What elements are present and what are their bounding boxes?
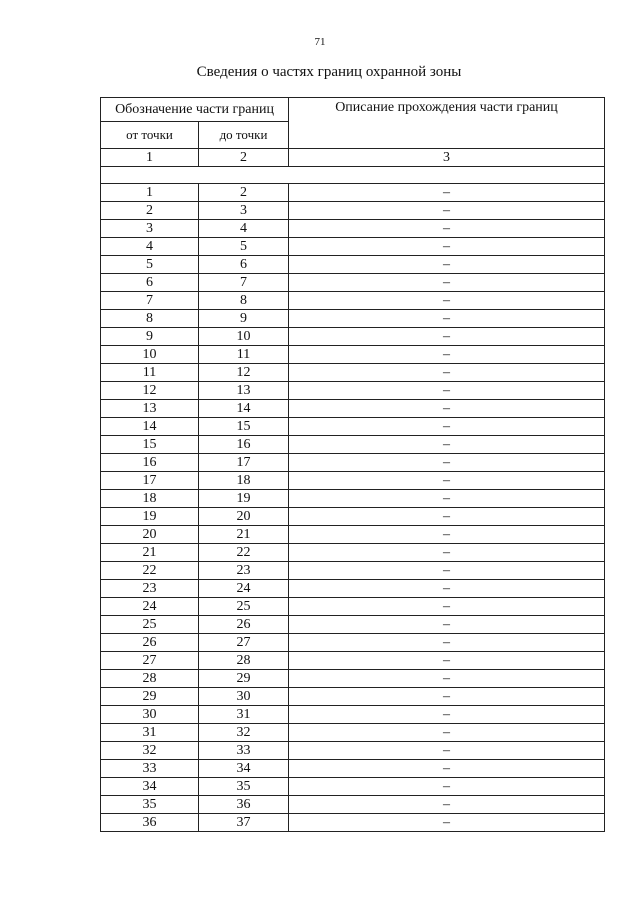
- description-cell: –: [289, 220, 605, 238]
- from-point-cell: 34: [101, 778, 199, 796]
- table-row: [101, 454, 605, 472]
- to-point-cell: 8: [199, 292, 289, 310]
- from-point-cell: 33: [101, 760, 199, 778]
- header-designation: Обозначение части границ: [101, 98, 289, 122]
- column-number-1: 1: [101, 149, 199, 167]
- to-point-cell: 5: [199, 238, 289, 256]
- description-cell: –: [289, 292, 605, 310]
- table-row: [101, 670, 605, 688]
- to-point-cell: 2: [199, 184, 289, 202]
- header-row: [101, 98, 605, 122]
- from-point-cell: 32: [101, 742, 199, 760]
- description-cell: –: [289, 526, 605, 544]
- to-point-cell: 9: [199, 310, 289, 328]
- boundary-parts-table: [100, 97, 605, 832]
- to-point-cell: 29: [199, 670, 289, 688]
- to-point-cell: 22: [199, 544, 289, 562]
- description-cell: –: [289, 328, 605, 346]
- description-cell: –: [289, 670, 605, 688]
- description-cell: –: [289, 184, 605, 202]
- to-point-cell: 3: [199, 202, 289, 220]
- from-point-cell: 9: [101, 328, 199, 346]
- from-point-cell: 12: [101, 382, 199, 400]
- from-point-cell: 10: [101, 346, 199, 364]
- table-row: [101, 184, 605, 202]
- description-cell: –: [289, 706, 605, 724]
- to-point-cell: 35: [199, 778, 289, 796]
- to-point-cell: 4: [199, 220, 289, 238]
- table-row: [101, 580, 605, 598]
- to-point-cell: 10: [199, 328, 289, 346]
- header-to: до точки: [199, 122, 289, 149]
- from-point-cell: 1: [101, 184, 199, 202]
- table-row: [101, 688, 605, 706]
- from-point-cell: 13: [101, 400, 199, 418]
- from-point-cell: 11: [101, 364, 199, 382]
- table-row: [101, 778, 605, 796]
- table-row: [101, 400, 605, 418]
- from-point-cell: 35: [101, 796, 199, 814]
- description-cell: –: [289, 202, 605, 220]
- table-row: [101, 814, 605, 832]
- from-point-cell: 17: [101, 472, 199, 490]
- to-point-cell: 18: [199, 472, 289, 490]
- table-row: [101, 544, 605, 562]
- table-row: [101, 616, 605, 634]
- table-row: [101, 562, 605, 580]
- to-point-cell: 34: [199, 760, 289, 778]
- description-cell: –: [289, 814, 605, 832]
- table-row: [101, 292, 605, 310]
- from-point-cell: 16: [101, 454, 199, 472]
- to-point-cell: 20: [199, 508, 289, 526]
- from-point-cell: 26: [101, 634, 199, 652]
- table-row: [101, 364, 605, 382]
- description-cell: –: [289, 634, 605, 652]
- from-point-cell: 36: [101, 814, 199, 832]
- from-point-cell: 21: [101, 544, 199, 562]
- to-point-cell: 26: [199, 616, 289, 634]
- description-cell: –: [289, 418, 605, 436]
- to-point-cell: 14: [199, 400, 289, 418]
- from-point-cell: 23: [101, 580, 199, 598]
- description-cell: –: [289, 310, 605, 328]
- from-point-cell: 2: [101, 202, 199, 220]
- from-point-cell: 29: [101, 688, 199, 706]
- from-point-cell: 24: [101, 598, 199, 616]
- table-row: [101, 490, 605, 508]
- description-cell: –: [289, 472, 605, 490]
- table-row: [101, 436, 605, 454]
- to-point-cell: 31: [199, 706, 289, 724]
- description-cell: –: [289, 346, 605, 364]
- description-cell: –: [289, 562, 605, 580]
- to-point-cell: 33: [199, 742, 289, 760]
- from-point-cell: 31: [101, 724, 199, 742]
- table-row: [101, 202, 605, 220]
- to-point-cell: 11: [199, 346, 289, 364]
- description-cell: –: [289, 490, 605, 508]
- to-point-cell: 19: [199, 490, 289, 508]
- to-point-cell: 13: [199, 382, 289, 400]
- description-cell: –: [289, 256, 605, 274]
- description-cell: –: [289, 400, 605, 418]
- to-point-cell: 25: [199, 598, 289, 616]
- header-description: Описание прохождения части границ: [289, 98, 605, 149]
- to-point-cell: 17: [199, 454, 289, 472]
- description-cell: –: [289, 598, 605, 616]
- from-point-cell: 8: [101, 310, 199, 328]
- from-point-cell: 19: [101, 508, 199, 526]
- table-row: [101, 472, 605, 490]
- description-cell: –: [289, 508, 605, 526]
- table-row: [101, 598, 605, 616]
- description-cell: –: [289, 778, 605, 796]
- description-cell: –: [289, 544, 605, 562]
- table-row: [101, 220, 605, 238]
- description-cell: –: [289, 742, 605, 760]
- table-row: [101, 760, 605, 778]
- column-number-row: [101, 149, 605, 167]
- from-point-cell: 15: [101, 436, 199, 454]
- column-number-2: 2: [199, 149, 289, 167]
- empty-cell: [101, 167, 605, 184]
- from-point-cell: 5: [101, 256, 199, 274]
- to-point-cell: 23: [199, 562, 289, 580]
- from-point-cell: 6: [101, 274, 199, 292]
- from-point-cell: 4: [101, 238, 199, 256]
- to-point-cell: 12: [199, 364, 289, 382]
- from-point-cell: 30: [101, 706, 199, 724]
- description-cell: –: [289, 436, 605, 454]
- table-row: [101, 508, 605, 526]
- description-cell: –: [289, 724, 605, 742]
- column-number-3: 3: [289, 149, 605, 167]
- from-point-cell: 28: [101, 670, 199, 688]
- table-row: [101, 238, 605, 256]
- to-point-cell: 37: [199, 814, 289, 832]
- table-row: [101, 706, 605, 724]
- page-number: 71: [314, 36, 326, 48]
- table-row: [101, 742, 605, 760]
- description-cell: –: [289, 454, 605, 472]
- to-point-cell: 6: [199, 256, 289, 274]
- from-point-cell: 3: [101, 220, 199, 238]
- description-cell: –: [289, 382, 605, 400]
- header-from: от точки: [101, 122, 199, 149]
- description-cell: –: [289, 616, 605, 634]
- description-cell: –: [289, 238, 605, 256]
- table-row: [101, 328, 605, 346]
- description-cell: –: [289, 688, 605, 706]
- to-point-cell: 7: [199, 274, 289, 292]
- from-point-cell: 7: [101, 292, 199, 310]
- description-cell: –: [289, 796, 605, 814]
- to-point-cell: 21: [199, 526, 289, 544]
- to-point-cell: 16: [199, 436, 289, 454]
- table-row: [101, 652, 605, 670]
- description-cell: –: [289, 364, 605, 382]
- table-row: [101, 256, 605, 274]
- description-cell: –: [289, 274, 605, 292]
- from-point-cell: 25: [101, 616, 199, 634]
- from-point-cell: 27: [101, 652, 199, 670]
- to-point-cell: 36: [199, 796, 289, 814]
- description-cell: –: [289, 652, 605, 670]
- table-row: [101, 418, 605, 436]
- to-point-cell: 32: [199, 724, 289, 742]
- table-row: [101, 346, 605, 364]
- to-point-cell: 15: [199, 418, 289, 436]
- table-row: [101, 724, 605, 742]
- to-point-cell: 24: [199, 580, 289, 598]
- table-row: [101, 274, 605, 292]
- table-row: [101, 382, 605, 400]
- description-cell: –: [289, 760, 605, 778]
- from-point-cell: 14: [101, 418, 199, 436]
- table-row: [101, 634, 605, 652]
- description-cell: –: [289, 580, 605, 598]
- from-point-cell: 18: [101, 490, 199, 508]
- table-row: [101, 310, 605, 328]
- to-point-cell: 27: [199, 634, 289, 652]
- to-point-cell: 30: [199, 688, 289, 706]
- empty-row: [101, 167, 605, 184]
- from-point-cell: 20: [101, 526, 199, 544]
- to-point-cell: 28: [199, 652, 289, 670]
- table-row: [101, 796, 605, 814]
- from-point-cell: 22: [101, 562, 199, 580]
- page-title: Сведения о частях границ охранной зоны: [196, 64, 462, 80]
- table-row: [101, 526, 605, 544]
